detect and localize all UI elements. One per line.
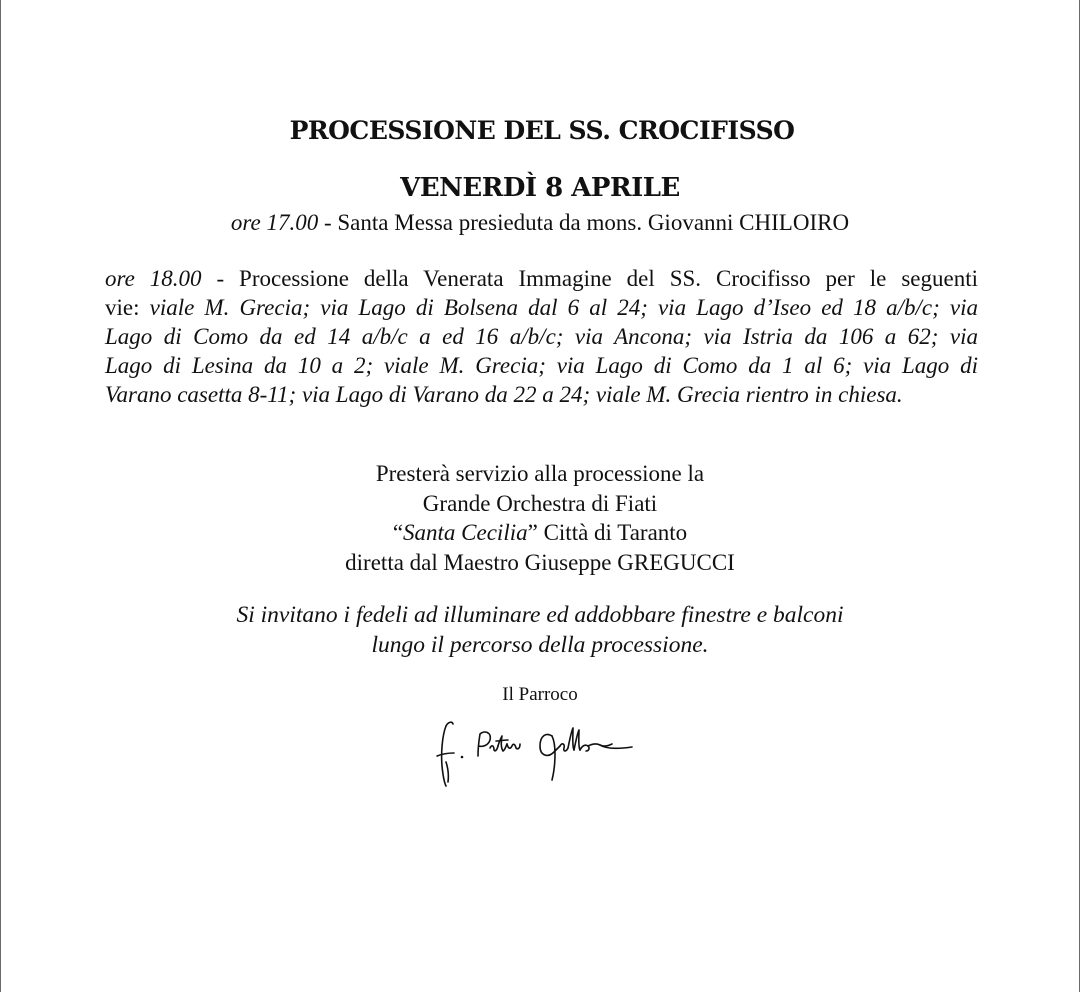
signatory-role: Il Parroco [502,684,578,705]
procession-line-2 [105,322,978,351]
procession-line-3 [105,351,978,380]
handwritten-signature [432,716,642,790]
band-open-quote: “ [392,520,404,545]
procession-intro: - Processione della Venerata Immagine del SS. Crocifisso per le seguenti [201,266,978,291]
document-date: VENERDÌ 8 APRILE [400,173,680,203]
route-text: Lago di Lesina da 10 a 2; viale M. Grecia; via Lago di Como da 1 al 6; via Lago di [105,353,978,378]
procession-time: ore 18.00 [105,266,202,291]
procession-line-0 [105,264,978,293]
mass-time: ore 17.00 [230,210,319,235]
document-title: PROCESSIONE DEL SS. CROCIFISSO [289,116,795,145]
mass-line [0,208,1080,237]
route-text: viale M. Grecia; via Lago di Bolsena dal 6 al 24; via Lago d’Iseo ed 18 a/b/c; via [149,295,978,320]
invite-line-2: lungo il percorso della processione. [371,631,709,658]
route-prefix: vie: [105,295,150,320]
band-city: ” Città di Taranto [527,520,688,545]
invitation-text [0,601,1080,660]
procession-line-1 [105,293,978,322]
band-line-2: Grande Orchestra di Fiati [422,490,658,516]
band-line-1: Presterà servizio alla processione la [375,461,705,486]
route-text: Varano casetta 8-11; via Lago di Varano da 22 a 24; viale M. Grecia rientro in chiesa. [105,382,903,407]
procession-line-4 [105,380,978,409]
invite-line-1: Si invitano i fedeli ad illuminare ed addobbare finestre e balconi [236,602,844,628]
band-name: Santa Cecilia [403,520,528,545]
band-announcement [0,459,1080,577]
route-text: Lago di Como da ed 14 a/b/c a ed 16 a/b/c; via Ancona; via Istria da 106 a 62; via [105,324,978,349]
mass-text: - Santa Messa presieduta da mons. Giovanni CHILOIRO [318,210,850,235]
band-line-4: diretta dal Maestro Giuseppe GREGUCCI [345,549,735,575]
band-line-3 [0,518,1080,548]
procession-paragraph [105,264,978,409]
